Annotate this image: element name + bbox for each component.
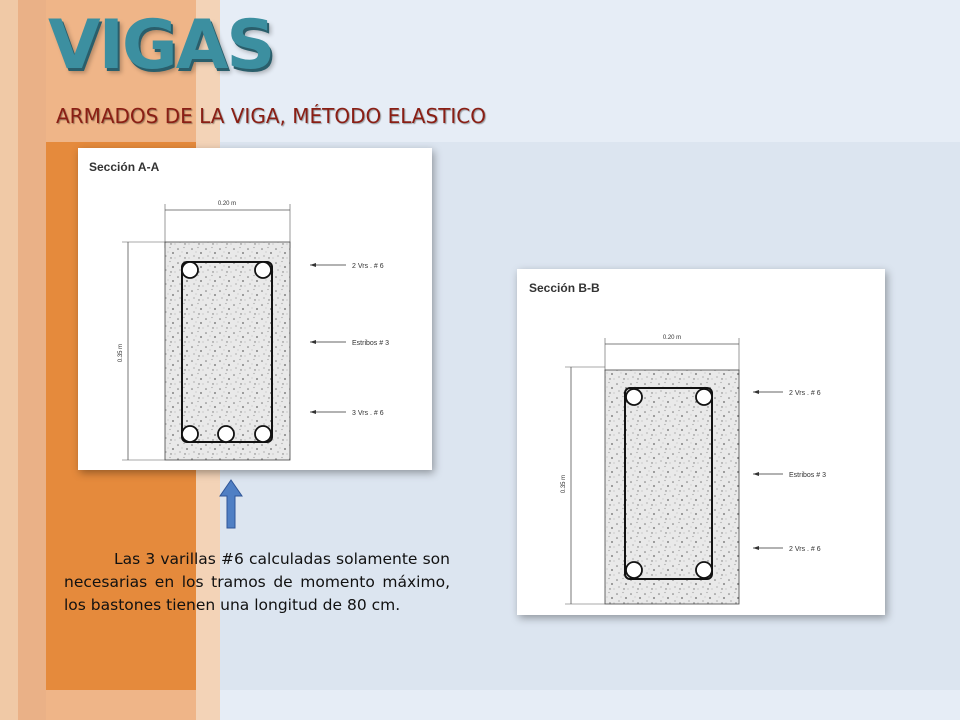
height-dimension-label: 0.35 m — [561, 474, 567, 494]
section-b-title: Sección B-B — [529, 281, 600, 295]
rebar-top-left — [182, 262, 198, 278]
top-bars-label: 2 Vrs . # 6 — [789, 390, 821, 397]
decor-stripe — [0, 0, 18, 720]
decor-stripe — [18, 0, 46, 720]
stirrups-label: Estribos # 3 — [789, 472, 826, 479]
rebar-bottom-center — [218, 426, 234, 442]
section-a-drawing — [78, 148, 432, 470]
section-b-figure — [517, 269, 885, 615]
slide-subtitle: ARMADOS DE LA VIGA, MÉTODO ELASTICO — [56, 104, 487, 128]
up-arrow-icon — [218, 478, 244, 530]
stirrups-label: Estribos # 3 — [352, 340, 389, 347]
rebar-top-left — [626, 389, 642, 405]
rebar-bottom-left — [626, 562, 642, 578]
bottom-bars-label: 3 Vrs . # 6 — [352, 410, 384, 417]
rebar-bottom-right — [255, 426, 271, 442]
decor-stripe — [46, 690, 196, 720]
section-a-figure — [78, 148, 432, 470]
width-dimension-label: 0.20 m — [217, 201, 237, 207]
rebar-top-right — [696, 389, 712, 405]
rebar-bottom-left — [182, 426, 198, 442]
explanation-paragraph: Las 3 varillas #6 calculadas solamente son necesarias en los tramos de momento máximo, los bastones tienen una longitud de 80 cm. — [64, 550, 450, 614]
section-a-title: Sección A-A — [89, 160, 160, 174]
height-dimension-label: 0.35 m — [118, 343, 124, 363]
section-b-drawing — [517, 269, 885, 615]
slide-title: VIGAS — [48, 6, 274, 85]
rebar-top-right — [255, 262, 271, 278]
top-bars-label: 2 Vrs . # 6 — [352, 263, 384, 270]
bottom-bars-label: 2 Vrs . # 6 — [789, 546, 821, 553]
width-dimension-label: 0.20 m — [662, 335, 682, 341]
rebar-bottom-right — [696, 562, 712, 578]
